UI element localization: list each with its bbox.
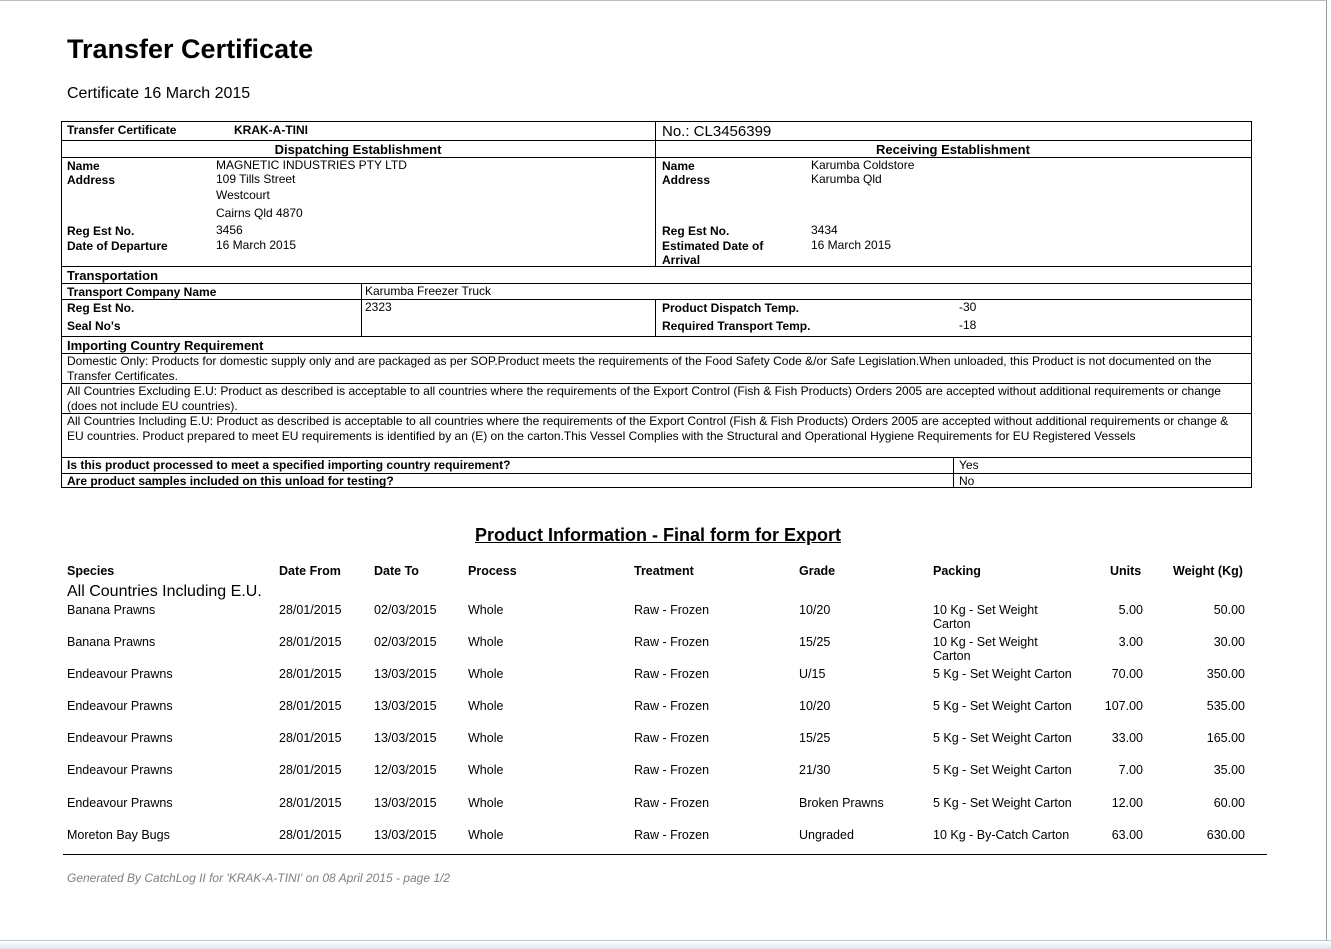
cell-process: Whole [468,699,504,713]
cell-date-from: 28/01/2015 [279,763,342,777]
receive-date: 16 March 2015 [811,238,892,252]
cell-treatment: Raw - Frozen [634,699,710,713]
cell-packing: 5 Kg - Set Weight Carton [933,796,1072,810]
cell-grade: Ungraded [799,828,854,842]
cell-grade: 10/20 [799,603,831,617]
cell-packing: 5 Kg - Set Weight Carton [933,763,1072,777]
cell-grade: Broken Prawns [799,796,884,810]
cell-date-to: 13/03/2015 [374,699,437,713]
cell-date-from: 28/01/2015 [279,731,342,745]
cell-treatment: Raw - Frozen [634,667,710,681]
cell-packing: 5 Kg - Set Weight Carton [933,731,1072,745]
dispatch-temp: -30 [959,300,977,314]
transport-temp-label: Required Transport Temp. [662,319,811,333]
dispatch-name-label: Name [67,159,100,173]
transport-reg-label: Reg Est No. [67,301,135,315]
importing-heading: Importing Country Requirement [67,338,264,353]
cell-weight: 350.00 [1206,667,1245,681]
cell-date-to: 13/03/2015 [374,667,437,681]
receive-reg-label: Reg Est No. [662,224,730,238]
cell-units: 12.00 [1111,796,1143,810]
col-grade: Grade [799,564,836,578]
cell-units: 70.00 [1111,667,1143,681]
col-date-from: Date From [279,564,341,578]
req-excluding-eu: All Countries Excluding E.U: Product as described is acceptable to all countries where the requirements of the Export Control (Fish & Fish Products) Orders 2005 are accepted without additional requirements or change (does not include EU countries). [67,384,1221,413]
col-units: Units [1110,564,1142,578]
cell-species: Banana Prawns [67,603,156,617]
answer-processed: Yes [959,458,979,472]
group-label: All Countries Including E.U. [67,583,262,600]
receive-date-label-line1: Estimated Date of [662,239,764,253]
table-row [0,699,1331,731]
cell-date-from: 28/01/2015 [279,603,342,617]
table-row [0,635,1331,667]
cell-treatment: Raw - Frozen [634,796,710,810]
cell-date-to: 12/03/2015 [374,763,437,777]
col-packing: Packing [933,564,981,578]
cell-process: Whole [468,667,504,681]
cell-weight: 50.00 [1213,603,1245,617]
col-process: Process [468,564,517,578]
cell-date-to: 02/03/2015 [374,635,437,649]
answer-samples: No [959,474,975,488]
product-info-title: Product Information - Final form for Export [475,525,841,545]
receive-date-label-line2: Arrival [662,253,701,267]
header-label: Transfer Certificate [67,123,177,137]
cell-units: 63.00 [1111,828,1143,842]
receiving-heading: Receiving Establishment [876,142,1030,157]
receive-address-label: Address [662,173,711,187]
certificate-date: Certificate 16 March 2015 [67,85,251,102]
cell-treatment: Raw - Frozen [634,828,710,842]
cell-treatment: Raw - Frozen [634,763,710,777]
cell-species: Endeavour Prawns [67,763,173,777]
cell-weight: 630.00 [1206,828,1245,842]
cell-species: Endeavour Prawns [67,667,173,681]
cell-units: 107.00 [1104,699,1143,713]
cell-units: 7.00 [1118,763,1143,777]
transport-temp: -18 [959,318,977,332]
cell-date-from: 28/01/2015 [279,796,342,810]
cell-treatment: Raw - Frozen [634,731,710,745]
seal-label: Seal No's [67,319,121,333]
page-bottom-rule [63,854,1267,855]
receive-address-line1: Karumba Qld [811,172,882,186]
cell-packing: 5 Kg - Set Weight Carton [933,699,1072,713]
cell-process: Whole [468,796,504,810]
cell-treatment: Raw - Frozen [634,635,710,649]
req-domestic: Domestic Only: Products for domestic supply only and are packaged as per SOP.Product meets the requirements of the Food Safety Code &/or Safe Legislation.When unloaded, this Product is not documented on the Transfer Certificates. [67,354,1212,383]
col-weight: Weight (Kg) [1173,564,1243,578]
receive-name-label: Name [662,159,695,173]
cell-grade: 15/25 [799,731,831,745]
cell-species: Endeavour Prawns [67,731,173,745]
cell-species: Moreton Bay Bugs [67,828,170,842]
page-title: Transfer Certificate [67,34,314,64]
dispatching-heading: Dispatching Establishment [274,142,442,157]
col-treatment: Treatment [634,564,694,578]
cell-packing: 10 Kg - Set Weight Carton [933,635,1038,663]
question-processed: Is this product processed to meet a specified importing country requirement? [67,458,511,472]
cell-species: Banana Prawns [67,635,156,649]
cell-packing: 5 Kg - Set Weight Carton [933,667,1072,681]
cell-packing: 10 Kg - Set Weight Carton [933,603,1038,631]
cell-units: 5.00 [1118,603,1143,617]
transportation-heading: Transportation [67,268,159,283]
cell-units: 33.00 [1111,731,1143,745]
cell-weight: 35.00 [1213,763,1245,777]
cell-units: 3.00 [1118,635,1143,649]
cell-process: Whole [468,763,504,777]
dispatch-address-line3: Cairns Qld 4870 [216,206,303,220]
cell-grade: 15/25 [799,635,831,649]
cell-species: Endeavour Prawns [67,699,173,713]
receive-reg: 3434 [811,223,838,237]
cell-weight: 165.00 [1206,731,1245,745]
dispatch-name: MAGNETIC INDUSTRIES PTY LTD [216,158,407,172]
question-samples: Are product samples included on this unload for testing? [67,474,394,488]
dispatch-date-label: Date of Departure [67,239,168,253]
table-row [0,731,1331,763]
cell-process: Whole [468,635,504,649]
cell-date-to: 02/03/2015 [374,603,437,617]
table-row [0,828,1331,854]
cell-weight: 30.00 [1213,635,1245,649]
cell-date-from: 28/01/2015 [279,635,342,649]
dispatch-reg-label: Reg Est No. [67,224,135,238]
table-row [0,603,1331,635]
table-row [0,796,1331,828]
dispatch-address-label: Address [67,173,116,187]
transport-company: Karumba Freezer Truck [365,284,492,298]
page-footer: Generated By CatchLog II for 'KRAK-A-TINI' on 08 April 2015 - page 1/2 [67,871,451,885]
transport-reg: 2323 [365,300,392,314]
cell-date-from: 28/01/2015 [279,828,342,842]
dispatch-date: 16 March 2015 [216,238,297,252]
cell-species: Endeavour Prawns [67,796,173,810]
cell-treatment: Raw - Frozen [634,603,710,617]
req-including-eu: All Countries Including E.U: Product as described is acceptable to all countries where the requirements of the Export Control (Fish & Fish Products) Orders 2005 are accepted without additional requirements or change & EU countries. Product prepared to meet EU requirements is identified by an (E) on the carton.This Vessel Complies with the Structural and Operational Hygiene Requirements for EU Registered Vessels [67,414,1229,443]
cell-grade: U/15 [799,667,826,681]
cell-process: Whole [468,603,504,617]
cell-packing: 10 Kg - By-Catch Carton [933,828,1070,842]
cell-grade: 10/20 [799,699,831,713]
receive-name: Karumba Coldstore [811,158,915,172]
transport-company-label: Transport Company Name [67,285,217,299]
dispatch-address-line1: 109 Tills Street [216,172,296,186]
cell-grade: 21/30 [799,763,831,777]
cell-process: Whole [468,828,504,842]
col-species: Species [67,564,115,578]
dispatch-address-line2: Westcourt [216,188,270,202]
certificate-table [61,121,1252,488]
cell-date-to: 13/03/2015 [374,828,437,842]
cell-date-to: 13/03/2015 [374,796,437,810]
table-row [0,763,1331,795]
cell-process: Whole [468,731,504,745]
cell-weight: 60.00 [1213,796,1245,810]
cell-date-to: 13/03/2015 [374,731,437,745]
col-date-to: Date To [374,564,419,578]
dispatch-temp-label: Product Dispatch Temp. [662,301,800,315]
certificate-number: No.: CL3456399 [662,123,772,140]
cell-date-from: 28/01/2015 [279,699,342,713]
cell-weight: 535.00 [1206,699,1245,713]
table-row [0,667,1331,699]
dispatch-reg: 3456 [216,223,243,237]
vessel-name: KRAK-A-TINI [234,123,308,137]
cell-date-from: 28/01/2015 [279,667,342,681]
